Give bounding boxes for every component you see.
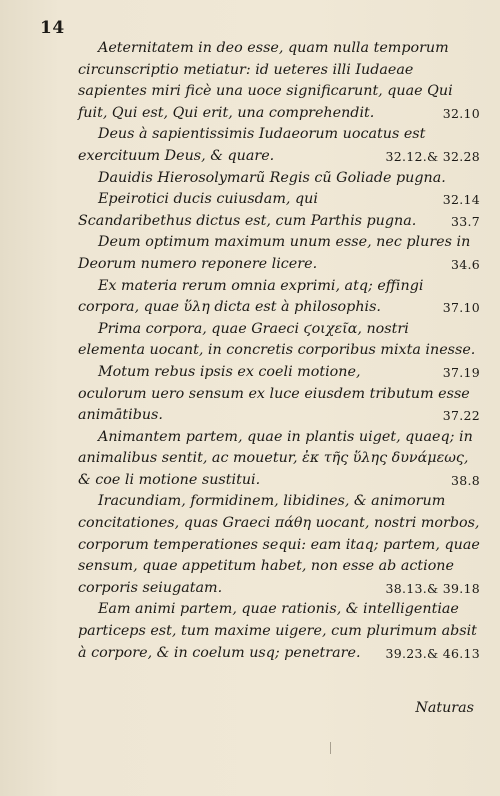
entry-reference: 32.10 [442,105,480,121]
index-entry [78,168,480,208]
entry-text: Aeternitatem in deo esse, quam nulla temporum circunscriptio metiatur: id ueteres illi Iudaeae sapientes miri ficè una uoce significarunt, quae Qui fuit, Qui est, Qui erit, una comprehendit. [78,40,453,121]
entry-reference: 39.23.& 46.13 [385,645,480,661]
entry-text: Deus à sapientissimis Iudaeorum uocatus est exercituum Deus, & quare. [78,126,426,164]
entry-text: Dauidis Hierosolymarũ Regis cũ Goliade pugna. [98,169,446,186]
index-entry [78,38,480,124]
entry-text: Motum rebus ipsis ex coeli motione, oculorum uero sensum ex luce eiusdem tributum esse animātibus. [78,363,470,424]
index-entry [78,319,480,380]
entry-text: Animantem partem, quae in plantis uiget, quaeq; in animalibus sentit, ac mouetur, ἐκ τῆς ὕλης δυνάμεως, & coe li motione sustitui. [78,428,473,488]
index-entry [78,276,480,319]
entry-reference: 37.19 [442,364,480,380]
catchword: Naturas [415,700,474,716]
paper-mark [330,742,331,754]
entry-text: Prima corpora, quae Graeci ϛοιχεῖα, nostri elementa uocant, in concretis corporibus mixta inesse. [78,320,476,359]
entry-reference: 33.7 [450,213,480,229]
entry-text: Deum optimum maximum unum esse, nec plures in Deorum numero reponere licere. [78,234,471,272]
index-entry [78,232,480,275]
entry-text: Eam animi partem, quae rationis, & intelligentiae particeps est, tum maxime uigere, cum plurimum absit à corpore, & in coelum usq; penetrare. [78,601,477,661]
entry-reference: 38.8 [450,472,480,488]
index-entry [78,362,480,427]
entry-reference: 32.12.& 32.28 [385,148,480,164]
entry-text: Epeirotici ducis cuiusdam, qui Scandaribethus dictus est, cum Parthis pugna. [78,191,417,229]
index-entry [78,427,480,492]
index-entries [78,38,480,664]
index-entry [78,491,480,599]
entry-reference: 32.14 [442,192,480,208]
entry-reference: 34.6 [450,256,480,272]
entry-reference: 38.13.& 39.18 [385,580,480,596]
page-number: 14 [40,18,65,38]
index-entry [78,189,480,232]
entry-reference: 37.22 [442,408,480,424]
index-entry [78,599,480,664]
entry-text: Iracundiam, formidinem, libidines, & animorum concitationes, quas Graeci πάθη uocant, nostri morbos, corporum temperationes sequi: eam itaq; partem, quae sensum, quae appetitum habet, non esse ab actione corporis seiugatam. [78,493,480,596]
entry-text: Ex materia rerum omnia exprimi, atq; effingi corpora, quae ὕλη dicta est à philosophis. [78,277,424,316]
index-entry [78,124,480,167]
entry-reference: 37.10 [442,300,480,316]
